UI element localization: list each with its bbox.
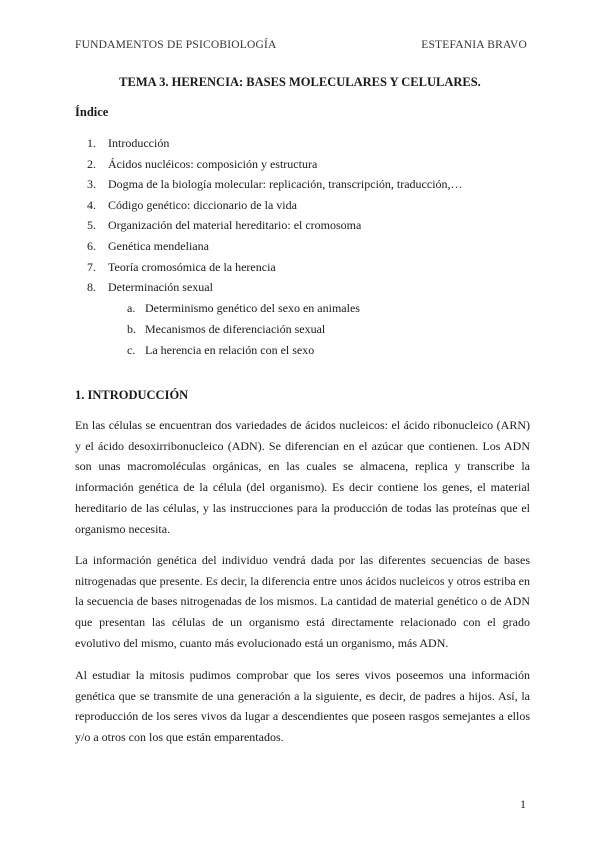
page-number: 1 — [520, 797, 526, 811]
toc-item-number: 6. — [87, 238, 96, 253]
toc-subitem-text: Determinismo genético del sexo en animales — [145, 300, 360, 315]
toc-item-number: 4. — [87, 197, 96, 212]
section-heading: 1. INTRODUCCIÓN — [75, 388, 189, 402]
toc-subitem-text: Mecanismos de diferenciación sexual — [145, 321, 326, 336]
index-heading: Índice — [75, 105, 109, 119]
header-author: ESTEFANIA BRAVO — [421, 39, 527, 51]
toc-item-number: 7. — [87, 259, 96, 274]
toc-item-text: Organización del material hereditario: el cromosoma — [108, 218, 362, 233]
body-paragraph: La información genética del individuo vendrá dada por las diferentes secuencias de bases nitrogenadas que presente. Es decir, la diferencia entre unos ácidos nucleicos y otros estriba en la secuencia de bases nitrogenadas de los mismos. La cantidad de material genético o de ADN que presentan las células de un organismo está directamente relacionado con el grado evolutivo del mismo, cuanto más evolucionado está un organismo, más ADN. — [75, 553, 530, 650]
toc-subitem-letter: b. — [127, 321, 136, 336]
toc-subitem-letter: a. — [127, 300, 136, 315]
toc-item-text: Determinación sexual — [108, 280, 213, 295]
toc-subitem-text: La herencia en relación con el sexo — [145, 342, 315, 357]
toc-item-number: 2. — [87, 156, 96, 171]
toc-item-text: Dogma de la biología molecular: replicación, transcripción, traducción,… — [108, 177, 463, 192]
page-title: TEMA 3. HERENCIA: BASES MOLECULARES Y CELULARES. — [119, 75, 481, 89]
toc-item-text: Introducción — [108, 136, 170, 150]
toc-item-number: 1. — [87, 136, 96, 150]
toc-subitem-letter: c. — [127, 342, 136, 357]
toc-item-text: Código genético: diccionario de la vida — [108, 197, 297, 212]
header-course-title: FUNDAMENTOS DE PSICOBIOLOGÍA — [75, 39, 277, 51]
body-paragraph: Al estudiar la mitosis pudimos comprobar que los seres vivos poseemos una información genética que se transmite de una generación a la siguiente, es decir, de padres a hijos. Así, la reproducción de los seres vivos da lugar a descendientes que poseen rasgos semejantes a ellos y/o a otros con los que están emparentados. — [75, 668, 530, 745]
body-paragraph: En las células se encuentran dos variedades de ácidos nucleicos: el ácido ribonucleico (ARN) y el ácido desoxirribonucleico (ADN). Se diferencian en el azúcar que contienen. Los ADN son unas macromoléculas orgánicas, en las cuales se almacena, replica y transcribe la información genética de la célula (del organismo). Es decir contiene los genes, el material hereditario de las células, y las instrucciones para la producción de todas las proteínas que el organismo necesita. — [75, 418, 530, 536]
toc-item-text: Ácidos nucléicos: composición y estructura — [108, 156, 318, 171]
toc-item-text: Genética mendeliana — [108, 238, 209, 253]
toc-item-number: 8. — [87, 280, 96, 295]
toc-item-text: Teoría cromosómica de la herencia — [108, 259, 276, 274]
toc-item-number: 5. — [87, 218, 96, 233]
toc-item-number: 3. — [87, 177, 96, 192]
